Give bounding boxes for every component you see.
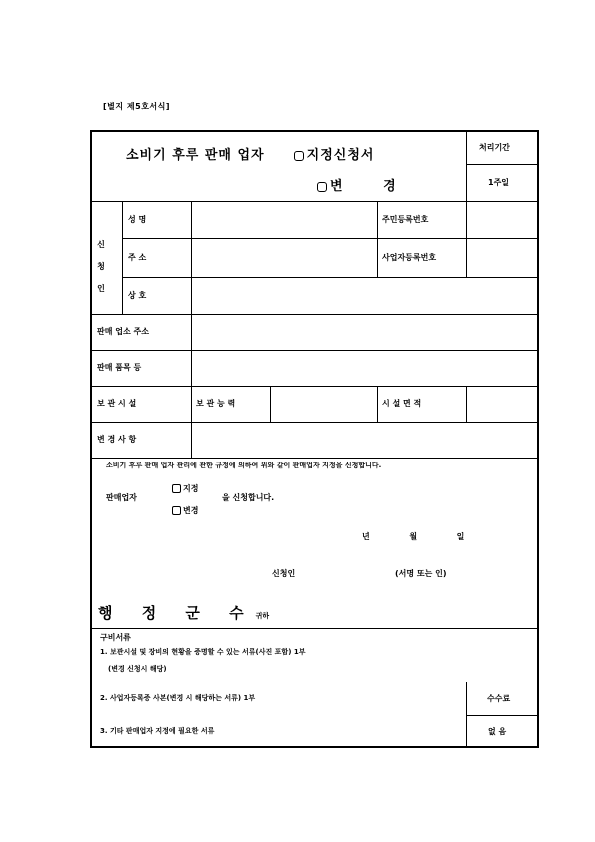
choice-label: 판매업자 <box>106 493 137 502</box>
company-field[interactable] <box>193 279 536 312</box>
birth-label: 주민등록번호 <box>382 215 429 224</box>
name-field[interactable] <box>193 203 375 236</box>
change-checkbox[interactable] <box>317 182 327 192</box>
note-item-3: 3. 기타 판매업자 지정에 필요한 서류 <box>100 727 215 735</box>
date-month: 월 <box>409 532 420 541</box>
notes-heading: 구비서류 <box>100 633 131 642</box>
address-field[interactable] <box>193 240 375 275</box>
change-field[interactable] <box>193 424 536 456</box>
choice-designation: 지정 <box>183 484 199 493</box>
capacity-label: 보 관 능 력 <box>196 399 236 408</box>
reg-field[interactable] <box>468 240 536 275</box>
fee-label: 수수료 <box>487 694 511 703</box>
processing-period-value: 1주일 <box>488 178 510 187</box>
date-year: 년 <box>362 532 372 541</box>
application-form <box>90 130 539 748</box>
addressee-suffix: 귀하 <box>255 612 270 620</box>
facility-area-label: 시 설 면 적 <box>382 399 422 408</box>
address-label: 주 소 <box>128 253 147 262</box>
items-label: 판매 품목 등 <box>97 363 142 372</box>
addressee: 행 정 군 수 <box>98 604 256 622</box>
date-day: 일 <box>456 532 467 541</box>
note-item-1: 1. 보관시설 및 장비의 현황을 증명할 수 있는 서류(사진 포함) 1부 <box>100 648 306 656</box>
choice-change: 변경 <box>183 506 199 515</box>
applicant-section-label: 신 청 인 <box>97 240 105 293</box>
seal-label: (서명 또는 인) <box>395 569 447 578</box>
storage-facility-label: 보 관 시 설 <box>97 399 137 408</box>
fee-value: 없 음 <box>488 727 507 736</box>
items-field[interactable] <box>193 352 536 384</box>
location-field[interactable] <box>193 316 536 348</box>
title-designation: 지정신청서 <box>306 148 375 163</box>
capacity-field[interactable] <box>272 388 375 420</box>
choice-designation-checkbox[interactable] <box>172 484 181 493</box>
choice-suffix: 을 신청합니다. <box>222 493 275 502</box>
note-item-1-continued: (변경 신청시 해당) <box>108 665 167 673</box>
facility-area-field[interactable] <box>468 388 536 420</box>
title-change: 변 경 <box>330 179 414 194</box>
form-number: [별지 제5호서식] <box>103 102 171 111</box>
company-label: 상 호 <box>128 291 147 300</box>
title-main: 소비기 후루 판매 업자 <box>126 148 265 163</box>
location-label: 판매 업소 주소 <box>97 327 149 336</box>
declaration-statement: 소비기 후루 판매 업자 관리에 관한 규정에 의하여 위와 같이 판매업자 지정을 신청합니다. <box>106 462 382 469</box>
designation-checkbox[interactable] <box>294 151 304 161</box>
processing-period-label: 처리기간 <box>479 143 510 152</box>
choice-change-checkbox[interactable] <box>172 506 181 515</box>
note-item-2: 2. 사업자등록증 사본(변경 시 해당하는 서류) 1부 <box>100 694 256 702</box>
applicant-signature-label: 신청인 <box>272 569 296 578</box>
change-label: 변 경 사 항 <box>97 435 137 444</box>
birth-field[interactable] <box>468 203 536 236</box>
name-label: 성 명 <box>128 215 147 224</box>
reg-label: 사업자등록번호 <box>382 253 437 262</box>
form-title <box>126 144 374 163</box>
